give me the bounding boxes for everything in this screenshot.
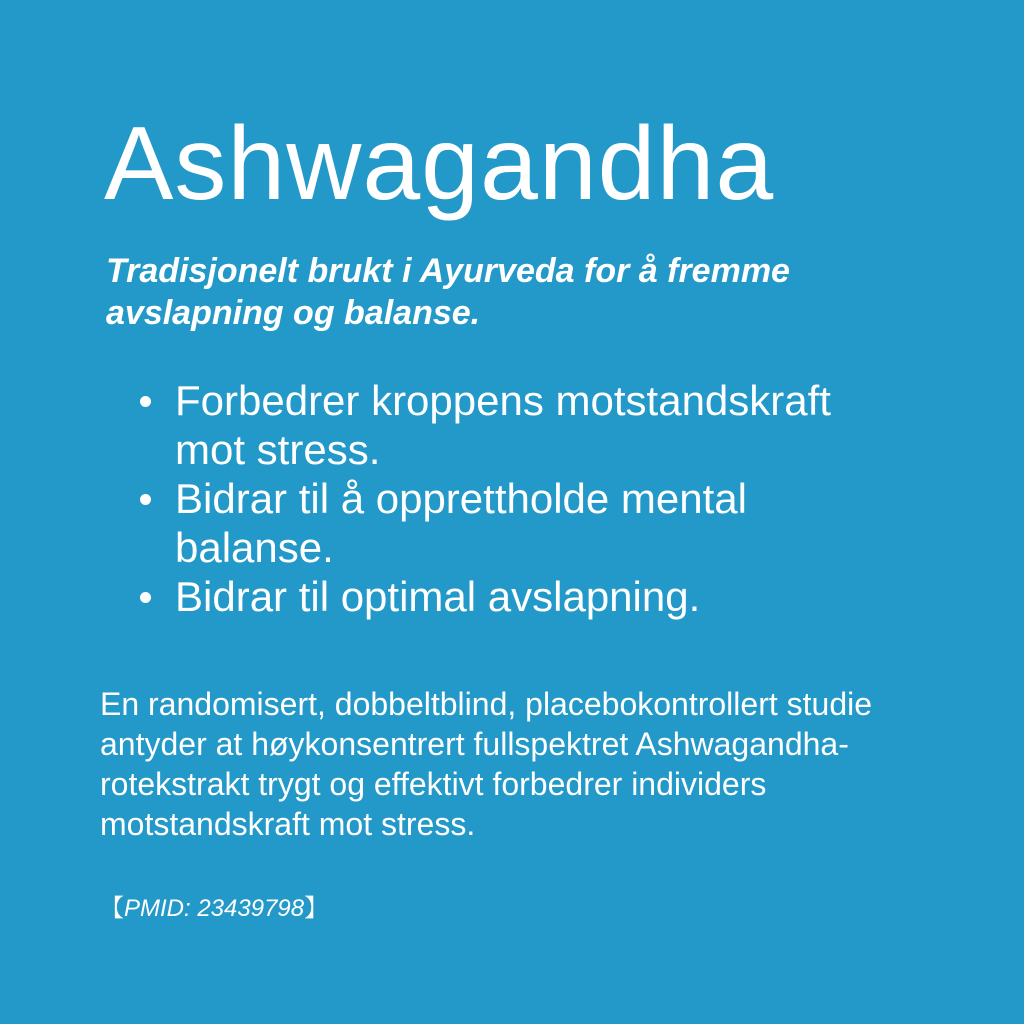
benefits-list <box>140 376 900 621</box>
citation <box>100 894 328 924</box>
benefit-text: Forbedrer kroppens motstandskraft mot stress. <box>175 377 831 473</box>
bullet-icon <box>140 494 151 505</box>
study-summary: En randomisert, dobbeltblind, placebokontrollert studie antyder at høykonsentrert fullspektret Ashwagandha-rotekstrakt trygt og effektivt forbedrer individers motstandskraft mot stress. <box>100 686 873 842</box>
product-subtitle: Tradisjonelt brukt i Ayurveda for å fremme avslapning og balanse. <box>106 252 790 332</box>
pmid-reference: PMID: 23439798 <box>124 895 305 922</box>
benefit-item <box>140 474 900 572</box>
benefit-item <box>140 572 900 621</box>
benefit-text: Bidrar til å opprettholde mental balanse. <box>175 475 747 571</box>
benefit-item <box>140 376 900 474</box>
bullet-icon <box>140 592 151 603</box>
citation-open-bracket: 【 <box>100 895 124 922</box>
citation-close-bracket: 】 <box>304 895 329 922</box>
product-title: Ashwagandha <box>104 106 775 222</box>
bullet-icon <box>140 396 151 407</box>
benefit-text: Bidrar til optimal avslapning. <box>175 573 701 620</box>
